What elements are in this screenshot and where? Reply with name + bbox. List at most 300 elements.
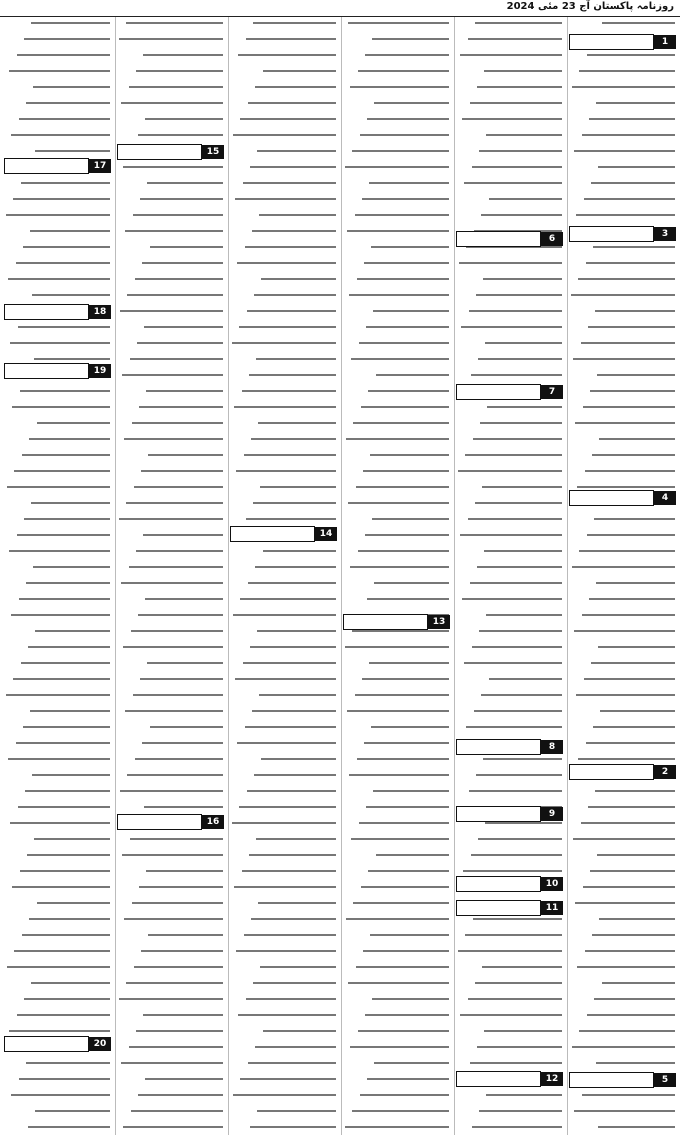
- text-line-stroke: [476, 774, 562, 776]
- text-line-stroke: [477, 86, 562, 88]
- text-line-stroke: [361, 886, 449, 888]
- text-line-stroke: [127, 294, 223, 296]
- text-line: [231, 1062, 336, 1073]
- text-line: [118, 1126, 223, 1135]
- text-line: [570, 166, 675, 177]
- text-line-stroke: [130, 358, 223, 360]
- text-line-stroke: [582, 134, 675, 136]
- text-line-stroke: [236, 470, 336, 472]
- text-line-stroke: [24, 998, 110, 1000]
- text-line: [570, 726, 675, 737]
- text-line: [344, 710, 449, 721]
- text-line-stroke: [593, 246, 675, 248]
- text-line-stroke: [28, 646, 110, 648]
- text-line-stroke: [122, 374, 223, 376]
- text-line: [5, 630, 110, 641]
- marker-12: 12: [456, 1072, 563, 1086]
- text-line-stroke: [26, 582, 110, 584]
- text-line: [5, 1126, 110, 1135]
- text-line-stroke: [370, 454, 449, 456]
- columns: [0, 17, 680, 1135]
- text-line: [118, 38, 223, 49]
- text-line: [344, 822, 449, 833]
- text-line-stroke: [130, 838, 223, 840]
- text-line: [344, 502, 449, 513]
- column-2: [454, 17, 564, 1135]
- text-line: [118, 358, 223, 369]
- text-line: [5, 422, 110, 433]
- column-3: [341, 17, 451, 1135]
- text-line-stroke: [253, 22, 336, 24]
- text-line: [344, 726, 449, 737]
- text-line-stroke: [12, 406, 110, 408]
- text-line-stroke: [466, 726, 562, 728]
- text-line-stroke: [261, 278, 336, 280]
- text-line-stroke: [596, 102, 675, 104]
- text-line-stroke: [486, 134, 562, 136]
- text-line-stroke: [131, 630, 223, 632]
- text-line: [231, 902, 336, 913]
- text-line-stroke: [9, 550, 110, 552]
- text-line: [344, 1046, 449, 1057]
- text-line: [570, 966, 675, 977]
- text-line: [118, 166, 223, 177]
- text-line: [231, 742, 336, 753]
- text-line-stroke: [31, 982, 110, 984]
- text-line-stroke: [19, 118, 110, 120]
- text-line-stroke: [486, 614, 562, 616]
- text-line-stroke: [33, 566, 110, 568]
- text-line-stroke: [458, 470, 562, 472]
- text-line-stroke: [581, 342, 676, 344]
- text-line-stroke: [257, 1110, 336, 1112]
- text-line-stroke: [13, 198, 110, 200]
- text-line: [118, 998, 223, 1009]
- text-line-stroke: [147, 662, 223, 664]
- text-line-stroke: [256, 358, 336, 360]
- text-line-stroke: [150, 726, 224, 728]
- text-line: [118, 390, 223, 401]
- text-line: [231, 966, 336, 977]
- text-line: [5, 806, 110, 817]
- text-line-stroke: [465, 934, 562, 936]
- text-line-stroke: [238, 1014, 336, 1016]
- text-line: [5, 662, 110, 673]
- text-line-stroke: [478, 838, 562, 840]
- text-line-stroke: [12, 886, 110, 888]
- text-line-stroke: [594, 998, 675, 1000]
- text-line-stroke: [123, 646, 223, 648]
- text-line: [344, 630, 449, 641]
- text-line: [457, 982, 562, 993]
- text-line-stroke: [460, 534, 562, 536]
- text-line: [118, 710, 223, 721]
- text-line-stroke: [373, 310, 449, 312]
- text-line-stroke: [32, 774, 110, 776]
- text-line-stroke: [470, 582, 562, 584]
- text-line-stroke: [582, 614, 675, 616]
- text-line-stroke: [140, 198, 223, 200]
- text-line: [457, 534, 562, 545]
- text-line: [570, 246, 675, 257]
- text-line: [231, 358, 336, 369]
- text-line: [570, 710, 675, 721]
- text-line: [118, 662, 223, 673]
- text-line: [231, 262, 336, 273]
- text-line-stroke: [232, 342, 336, 344]
- text-line: [231, 278, 336, 289]
- text-line-stroke: [257, 630, 336, 632]
- text-line-stroke: [376, 374, 450, 376]
- text-line: [118, 918, 223, 929]
- text-line-stroke: [465, 454, 562, 456]
- text-line-stroke: [143, 1014, 223, 1016]
- text-line-stroke: [129, 1046, 224, 1048]
- text-line: [457, 598, 562, 609]
- marker-8: 8: [456, 740, 563, 754]
- text-line: [457, 1046, 562, 1057]
- text-line-stroke: [233, 134, 336, 136]
- text-line-stroke: [574, 630, 675, 632]
- text-line-stroke: [468, 38, 563, 40]
- text-line-stroke: [145, 598, 223, 600]
- marker-4: 4: [569, 491, 676, 505]
- text-line-stroke: [577, 486, 675, 488]
- text-line-stroke: [17, 1014, 110, 1016]
- text-line: [118, 246, 223, 257]
- text-line-stroke: [250, 646, 336, 648]
- text-line-stroke: [250, 1126, 336, 1128]
- text-line: [344, 470, 449, 481]
- text-line: [570, 294, 675, 305]
- text-line: [231, 390, 336, 401]
- text-line: [570, 566, 675, 577]
- text-line-stroke: [359, 342, 449, 344]
- text-line-stroke: [121, 582, 223, 584]
- text-line: [457, 326, 562, 337]
- text-line: [231, 870, 336, 881]
- text-line: [457, 342, 562, 353]
- text-line: [457, 694, 562, 705]
- text-line-stroke: [469, 310, 562, 312]
- text-line: [344, 166, 449, 177]
- text-line-stroke: [244, 934, 336, 936]
- text-line-stroke: [8, 278, 110, 280]
- text-line: [5, 822, 110, 833]
- text-line: [457, 1094, 562, 1105]
- text-line-stroke: [477, 1046, 562, 1048]
- text-line-stroke: [24, 518, 110, 520]
- text-line: [344, 182, 449, 193]
- text-line-stroke: [243, 662, 336, 664]
- text-line: [231, 470, 336, 481]
- text-line: [570, 886, 675, 897]
- text-line-stroke: [137, 342, 223, 344]
- text-line-stroke: [587, 1014, 675, 1016]
- text-line: [118, 550, 223, 561]
- text-line: [570, 918, 675, 929]
- text-line: [570, 358, 675, 369]
- text-line: [344, 374, 449, 385]
- text-line-stroke: [594, 518, 675, 520]
- text-line-stroke: [14, 470, 110, 472]
- text-line: [231, 214, 336, 225]
- text-line-stroke: [33, 86, 110, 88]
- text-line-stroke: [347, 710, 449, 712]
- text-line: [5, 486, 110, 497]
- text-line: [5, 38, 110, 49]
- text-line: [570, 838, 675, 849]
- text-line: [5, 966, 110, 977]
- text-line: [344, 870, 449, 881]
- text-line-stroke: [470, 102, 562, 104]
- text-line: [5, 214, 110, 225]
- column-lines: [229, 17, 338, 1135]
- text-line-stroke: [239, 326, 336, 328]
- text-line: [344, 134, 449, 145]
- text-line-stroke: [232, 822, 336, 824]
- text-line: [118, 790, 223, 801]
- text-line-stroke: [20, 390, 110, 392]
- text-line-stroke: [150, 246, 224, 248]
- text-line: [5, 454, 110, 465]
- text-line-stroke: [147, 182, 223, 184]
- text-line: [231, 598, 336, 609]
- text-line-stroke: [352, 630, 449, 632]
- text-line-stroke: [136, 1030, 223, 1032]
- text-line: [231, 1046, 336, 1057]
- text-line-stroke: [588, 326, 675, 328]
- text-line: [570, 806, 675, 817]
- text-line: [344, 806, 449, 817]
- text-line-stroke: [242, 870, 337, 872]
- text-line-stroke: [596, 1062, 675, 1064]
- text-line-stroke: [357, 758, 449, 760]
- text-line: [457, 470, 562, 481]
- text-line: [118, 646, 223, 657]
- text-line-stroke: [136, 70, 223, 72]
- text-line-stroke: [237, 742, 336, 744]
- text-line: [570, 662, 675, 673]
- text-line-stroke: [584, 198, 675, 200]
- text-line: [344, 934, 449, 945]
- text-line: [570, 1014, 675, 1025]
- text-line: [344, 70, 449, 81]
- text-line: [231, 838, 336, 849]
- text-line: [118, 854, 223, 865]
- text-line: [231, 294, 336, 305]
- text-line: [344, 886, 449, 897]
- text-line: [5, 982, 110, 993]
- text-line-stroke: [124, 438, 223, 440]
- text-line-stroke: [119, 998, 223, 1000]
- text-line-stroke: [243, 182, 336, 184]
- text-line-stroke: [352, 1110, 449, 1112]
- column-5: [115, 17, 225, 1135]
- text-line-stroke: [365, 534, 449, 536]
- text-line: [344, 1014, 449, 1025]
- text-line-stroke: [253, 982, 336, 984]
- text-line-stroke: [144, 806, 223, 808]
- text-line: [570, 742, 675, 753]
- text-line: [344, 678, 449, 689]
- text-line-stroke: [366, 806, 449, 808]
- text-line: [457, 278, 562, 289]
- text-line-stroke: [259, 694, 336, 696]
- text-line-stroke: [10, 342, 110, 344]
- text-line: [344, 246, 449, 257]
- text-line: [118, 1046, 223, 1057]
- text-line: [457, 294, 562, 305]
- text-line: [570, 422, 675, 433]
- text-line: [570, 342, 675, 353]
- text-line-stroke: [473, 438, 562, 440]
- text-line-stroke: [484, 70, 562, 72]
- text-line-stroke: [367, 118, 449, 120]
- text-line-stroke: [595, 310, 675, 312]
- text-line-stroke: [141, 470, 223, 472]
- text-line: [344, 950, 449, 961]
- text-line: [5, 1014, 110, 1025]
- text-line-stroke: [479, 630, 562, 632]
- text-line: [457, 438, 562, 449]
- text-line-stroke: [584, 678, 675, 680]
- text-line: [5, 646, 110, 657]
- text-line: [231, 486, 336, 497]
- text-line: [231, 406, 336, 417]
- text-line-stroke: [125, 230, 223, 232]
- text-line: [118, 1014, 223, 1025]
- text-line: [231, 1078, 336, 1089]
- text-line-stroke: [26, 1062, 110, 1064]
- text-line-stroke: [125, 710, 223, 712]
- text-line-stroke: [126, 502, 223, 504]
- text-line: [118, 438, 223, 449]
- text-line-stroke: [596, 582, 675, 584]
- text-line: [5, 902, 110, 913]
- text-line-stroke: [583, 886, 675, 888]
- text-line: [457, 246, 562, 257]
- page-header: [0, 0, 680, 17]
- text-line: [344, 1078, 449, 1089]
- text-line-stroke: [123, 1126, 223, 1128]
- text-line-stroke: [245, 726, 336, 728]
- text-line: [118, 870, 223, 881]
- text-line: [457, 134, 562, 145]
- text-line: [457, 774, 562, 785]
- text-line: [5, 886, 110, 897]
- text-line: [231, 886, 336, 897]
- text-line: [231, 326, 336, 337]
- text-line-stroke: [572, 1046, 675, 1048]
- text-line: [457, 38, 562, 49]
- column-4: [228, 17, 338, 1135]
- text-line: [231, 678, 336, 689]
- text-line: [231, 550, 336, 561]
- text-line: [457, 166, 562, 177]
- text-line: [118, 582, 223, 593]
- text-line-stroke: [599, 918, 675, 920]
- text-line-stroke: [471, 854, 562, 856]
- text-line: [118, 1110, 223, 1121]
- text-line: [118, 454, 223, 465]
- text-line-stroke: [136, 550, 223, 552]
- text-line: [344, 742, 449, 753]
- text-line-stroke: [131, 1110, 223, 1112]
- text-line: [570, 134, 675, 145]
- text-line-stroke: [372, 998, 449, 1000]
- text-line: [457, 118, 562, 129]
- text-line-stroke: [260, 966, 336, 968]
- text-line: [231, 38, 336, 49]
- text-line-stroke: [121, 102, 223, 104]
- text-line-stroke: [370, 934, 449, 936]
- text-line: [457, 758, 562, 769]
- text-line: [344, 342, 449, 353]
- text-line: [5, 246, 110, 257]
- text-line-stroke: [233, 1094, 336, 1096]
- text-line-stroke: [362, 198, 449, 200]
- text-line: [231, 646, 336, 657]
- text-line: [457, 1030, 562, 1041]
- text-line-stroke: [134, 966, 223, 968]
- text-line: [457, 54, 562, 65]
- text-line-stroke: [252, 230, 336, 232]
- text-line: [457, 646, 562, 657]
- text-line-stroke: [362, 678, 449, 680]
- text-line-stroke: [135, 278, 223, 280]
- text-line-stroke: [585, 470, 675, 472]
- text-line-stroke: [582, 1094, 675, 1096]
- text-line-stroke: [345, 646, 449, 648]
- text-line: [118, 102, 223, 113]
- text-line-stroke: [240, 1078, 336, 1080]
- text-line: [118, 886, 223, 897]
- text-line-stroke: [350, 566, 449, 568]
- text-line-stroke: [478, 358, 562, 360]
- text-line-stroke: [129, 86, 224, 88]
- text-line: [118, 694, 223, 705]
- text-line-stroke: [11, 134, 110, 136]
- text-line: [118, 486, 223, 497]
- text-line: [231, 422, 336, 433]
- text-line: [570, 438, 675, 449]
- text-line-stroke: [121, 1062, 223, 1064]
- text-line-stroke: [146, 390, 223, 392]
- marker-18: 18: [4, 305, 111, 319]
- column-6: [3, 17, 112, 1135]
- text-line-stroke: [470, 1062, 562, 1064]
- text-line: [344, 918, 449, 929]
- text-line-stroke: [479, 1110, 562, 1112]
- text-line-stroke: [374, 102, 449, 104]
- text-line-stroke: [26, 102, 110, 104]
- text-line: [344, 598, 449, 609]
- text-line-stroke: [126, 982, 223, 984]
- text-line-stroke: [249, 854, 336, 856]
- text-line-stroke: [18, 806, 110, 808]
- text-line-stroke: [472, 1126, 562, 1128]
- text-line: [5, 182, 110, 193]
- text-line-stroke: [251, 918, 336, 920]
- text-line-stroke: [589, 598, 675, 600]
- text-line-stroke: [263, 1030, 337, 1032]
- text-line: [231, 86, 336, 97]
- marker-3: 3: [569, 227, 676, 241]
- text-line: [5, 1110, 110, 1121]
- text-line-stroke: [254, 294, 336, 296]
- text-line: [231, 134, 336, 145]
